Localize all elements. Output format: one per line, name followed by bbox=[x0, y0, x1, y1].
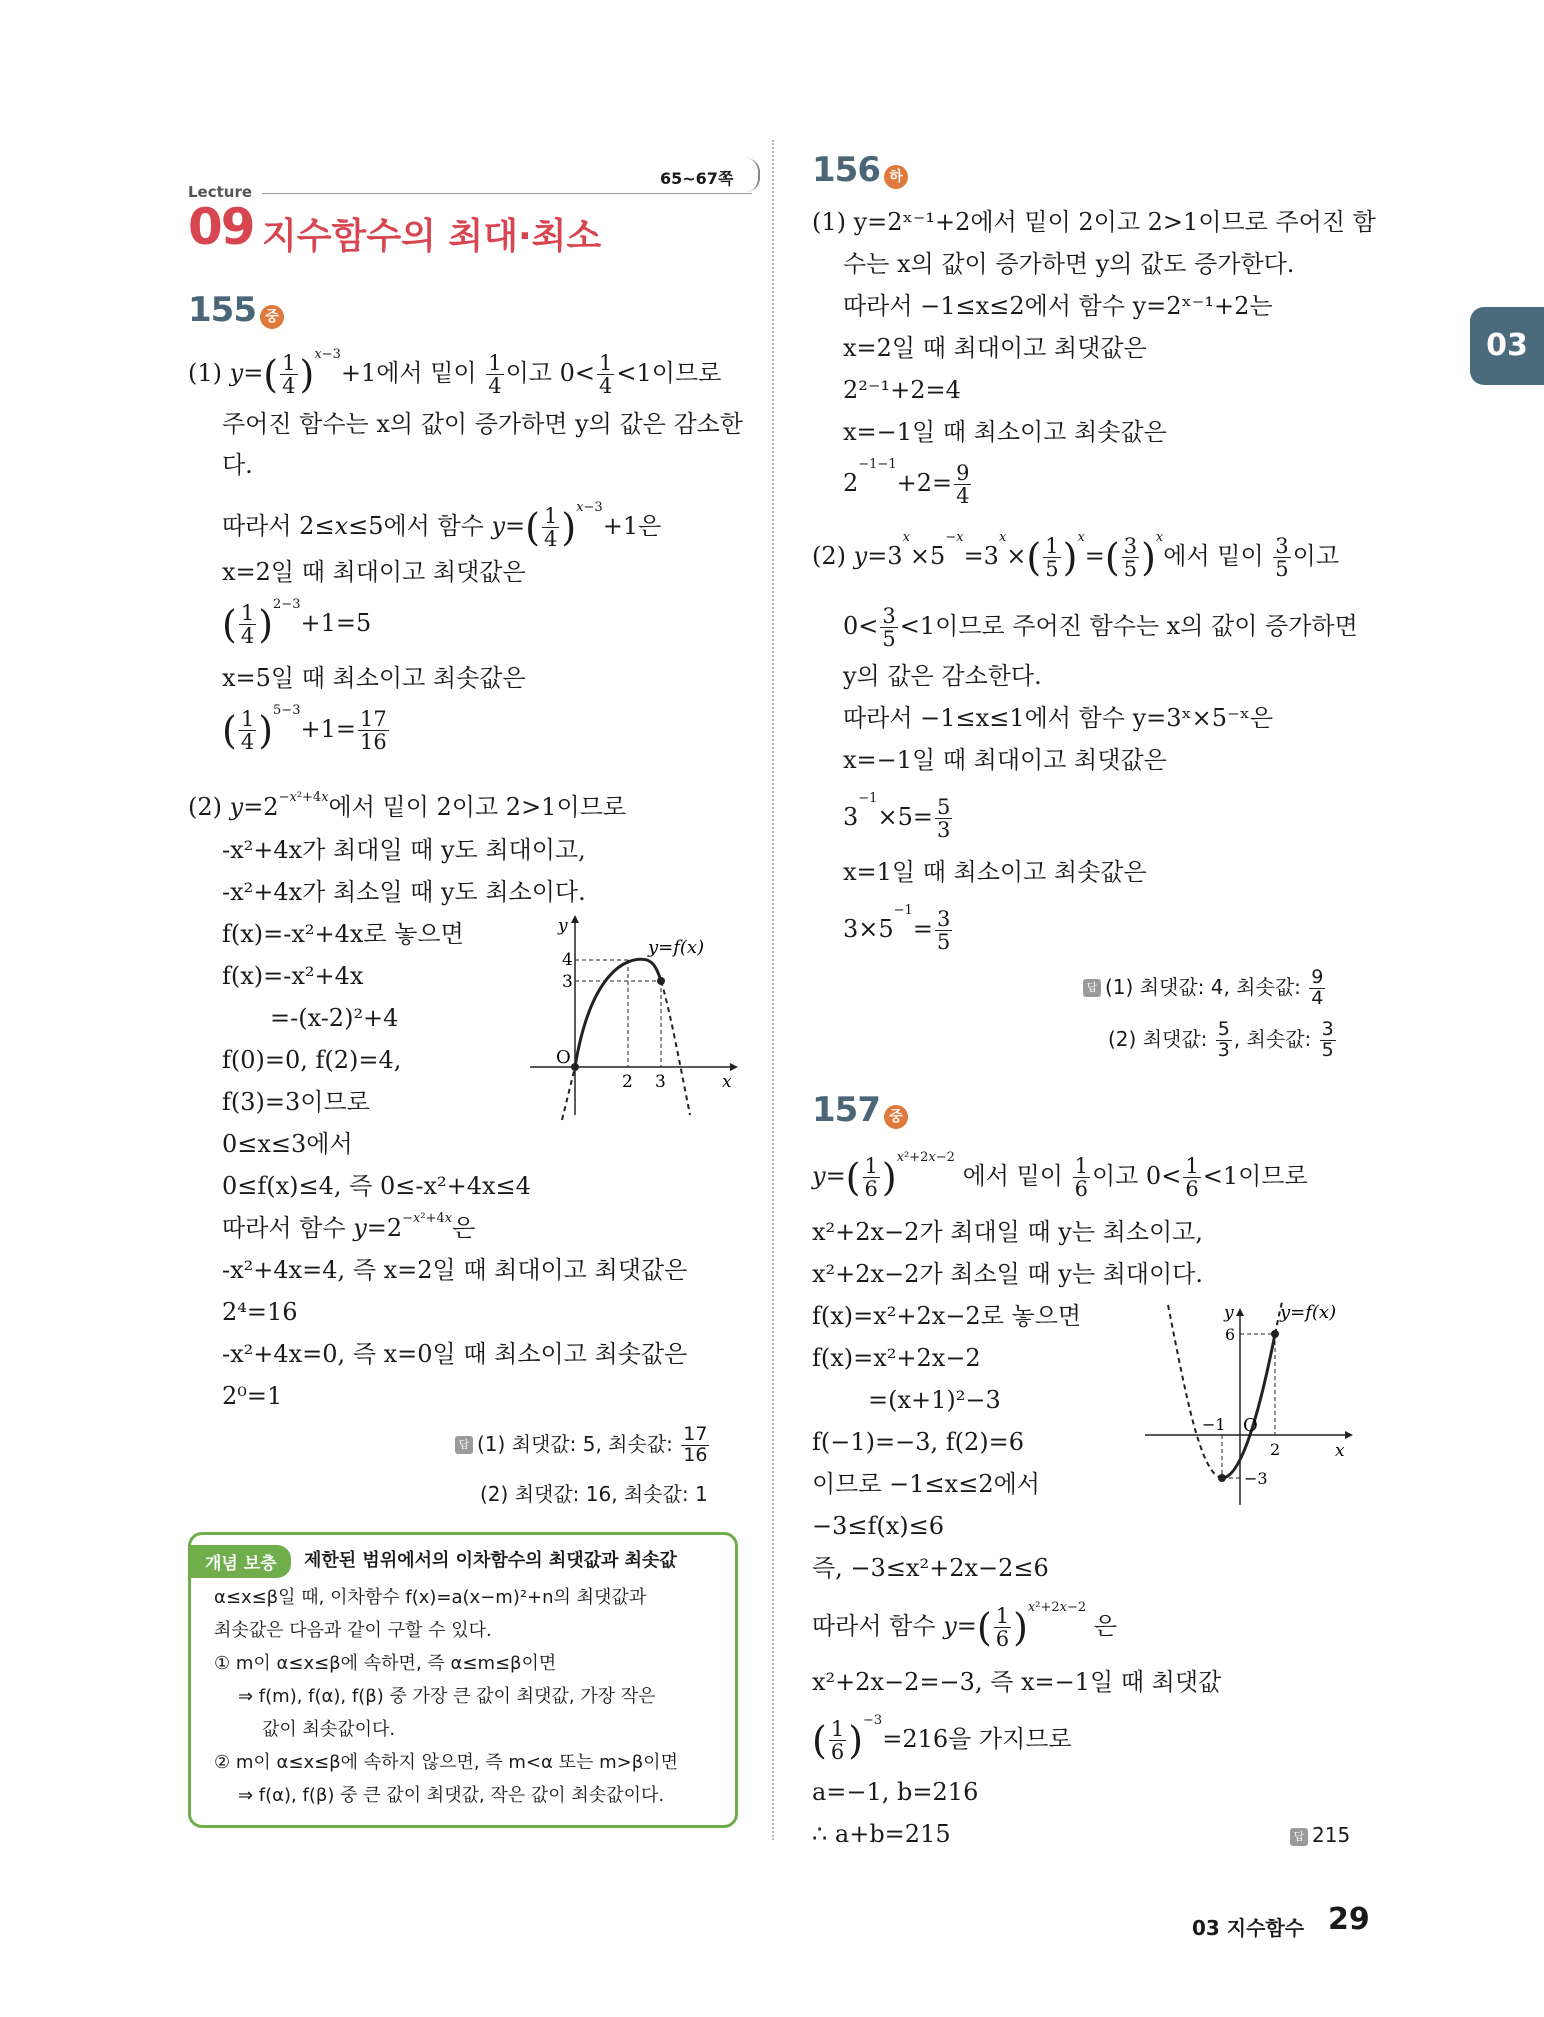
problem-155-header bbox=[188, 290, 284, 330]
p156-text: 따라서 −1≤x≤1에서 함수 y=3ˣ×5⁻ˣ은 bbox=[843, 704, 1274, 732]
concept-line: ② m이 α≤x≤β에 속하지 않으면, 즉 m<α 또는 m>β이면 bbox=[214, 1752, 678, 1773]
header-bracket bbox=[742, 158, 760, 192]
lecture-label: Lecture bbox=[188, 183, 253, 201]
tick-3: 3 bbox=[562, 972, 573, 992]
p156-line-cond: 0< $\frac{3}{5}$ <1이므로 주어진 함수는 x의 값이 증가하면 bbox=[843, 604, 1358, 652]
p155-line-func: 따라서 함수 $y=2^{-x^2+4x}$은 bbox=[222, 1211, 476, 1242]
p157-text: 이므로 −1≤x≤2에서 bbox=[812, 1470, 1040, 1498]
header-rule bbox=[262, 193, 752, 194]
concept-title: 제한된 범위에서의 이차함수의 최댓값과 최솟값 bbox=[304, 1550, 677, 1571]
problem-number: 155 bbox=[188, 290, 256, 330]
p156-text: x=1일 때 최소이고 최솟값은 bbox=[843, 858, 1147, 886]
problem-156-header bbox=[812, 150, 908, 190]
p155-text: 주어진 함수는 x의 값이 증가하면 y의 값은 감소한 bbox=[222, 410, 743, 438]
lecture-number: 09 bbox=[188, 198, 254, 256]
concept-line: 최솟값은 다음과 같이 구할 수 있다. bbox=[214, 1620, 492, 1641]
tick-neg3: −3 bbox=[1244, 1469, 1268, 1488]
p155-text: 2⁰=1 bbox=[222, 1382, 283, 1410]
p157-answer: 답 215 bbox=[1290, 1823, 1350, 1847]
difficulty-badge: 하 bbox=[884, 165, 908, 189]
tick-3x: 3 bbox=[655, 1072, 666, 1092]
p155-text: x=2일 때 최대이고 최댓값은 bbox=[222, 558, 526, 586]
p155-text: f(x)=-x²+4x bbox=[222, 962, 364, 990]
lecture-title: 지수함수의 최대·최소 bbox=[262, 216, 602, 257]
p155-text: f(x)=-x²+4x로 놓으면 bbox=[222, 920, 464, 948]
chapter-tab[interactable]: 03 bbox=[1470, 307, 1544, 385]
p156-text: x=−1일 때 최대이고 최댓값은 bbox=[843, 746, 1167, 774]
concept-line: ⇒ f(α), f(β) 중 큰 값이 최댓값, 작은 값이 최솟값이다. bbox=[238, 1785, 665, 1806]
p155-answer-1: 답 (1) 최댓값: 5, 최솟값: $\frac{17}{16}$ bbox=[455, 1425, 711, 1466]
p157-text: x²+2x−2=−3, 즉 x=−1일 때 최댓값 bbox=[812, 1668, 1222, 1696]
column-divider bbox=[772, 140, 774, 1840]
p156-max-calc: $3^{-1}\times 5=$ $\frac{5}{3}$ bbox=[843, 791, 951, 843]
p155-text: 2⁴=16 bbox=[222, 1298, 298, 1326]
p155-text: -x²+4x가 최대일 때 y도 최대이고, bbox=[222, 836, 586, 864]
p156-text: (1) y=2ˣ⁻¹+2에서 밑이 2이고 2>1이므로 주어진 함 bbox=[812, 208, 1376, 236]
y-label: y bbox=[1224, 1303, 1234, 1323]
x-label: x bbox=[1335, 1441, 1345, 1461]
p156-text: 수는 x의 값이 증가하면 y의 값도 증가한다. bbox=[843, 250, 1295, 278]
p155-text: f(3)=3이므로 bbox=[222, 1088, 370, 1116]
tick-neg1: −1 bbox=[1202, 1415, 1226, 1434]
p155-text: =-(x-2)²+4 bbox=[270, 1004, 399, 1032]
p155-line-range: 따라서 2≤x≤5에서 함수 y=( $\frac{1}{4}$ )$^{x-3}$+1은 bbox=[222, 500, 662, 552]
p156-text: x=−1일 때 최소이고 최솟값은 bbox=[843, 418, 1167, 446]
p157-text: 즉, −3≤x²+2x−2≤6 bbox=[812, 1554, 1049, 1582]
tick-2: 2 bbox=[622, 1072, 633, 1092]
p155-text: -x²+4x=0, 즉 x=0일 때 최소이고 최솟값은 bbox=[222, 1340, 688, 1368]
difficulty-badge: 중 bbox=[884, 1105, 908, 1129]
p156-text: x=2일 때 최대이고 최댓값은 bbox=[843, 334, 1147, 362]
p155-line-1: (1) y=( $\frac{1}{4}$ )$^{x-3}$+1에서 밑이 $\frac{1}{4}$ 이고 0< $\frac{1}{4}$ <1이므로 bbox=[188, 347, 722, 399]
page-range: 65~67쪽 bbox=[660, 169, 734, 188]
p156-text: 2²⁻¹+2=4 bbox=[843, 376, 961, 404]
p155-text: -x²+4x가 최소일 때 y도 최소이다. bbox=[222, 878, 586, 906]
concept-line: α≤x≤β일 때, 이차함수 f(x)=a(x−m)²+n의 최댓값과 bbox=[214, 1587, 647, 1608]
p156-min-calc-2: $3\times 5^{-1}=$ $\frac{3}{5}$ bbox=[843, 903, 951, 955]
concept-tag: 개념 보충 bbox=[191, 1545, 291, 1578]
curve-label: y=f(x) bbox=[648, 937, 705, 958]
p155-max-calc: ( $\frac{1}{4}$ )$^{2-3}$+1=5 bbox=[222, 597, 372, 649]
p155-min-calc: ( $\frac{1}{4}$ )$^{5-3}$+1= $\frac{17}{16}$ bbox=[222, 703, 387, 755]
p156-answer-2: (2) 최댓값: $\frac{5}{3}$ , 최솟값: $\frac{3}{5}$ bbox=[1108, 1018, 1334, 1061]
p157-text: x²+2x−2가 최소일 때 y는 최대이다. bbox=[812, 1260, 1203, 1288]
page-number: 29 bbox=[1328, 1902, 1370, 1937]
x-label: x bbox=[722, 1072, 732, 1092]
p156-text: 따라서 −1≤x≤2에서 함수 y=2ˣ⁻¹+2는 bbox=[843, 292, 1273, 320]
p157-line-func: 따라서 함수 y=( $\frac{1}{6}$ )$^{x^2+2x-2}$ 은 bbox=[812, 1600, 1117, 1652]
p155-text: 0≤f(x)≤4, 즉 0≤-x²+4x≤4 bbox=[222, 1172, 531, 1200]
origin-label: O bbox=[1243, 1415, 1258, 1436]
p157-line-value: ( $\frac{1}{6}$ )$^{-3}$=216을 가지므로 bbox=[812, 1713, 1072, 1765]
p156-text: y의 값은 감소한다. bbox=[843, 662, 1042, 690]
p156-line-2: (2) $y=3^x\times 5^{-x}=3^x\times$( $\frac{1}{5}$ )$^x$=( $\frac{3}{5}$ )$^x$에서 밑이 $\frac{3}{5}$ 이고 bbox=[812, 530, 1340, 582]
p155-text: 0≤x≤3에서 bbox=[222, 1130, 353, 1158]
p157-graph bbox=[1140, 1300, 1360, 1510]
p157-text: f(x)=x²+2x−2로 놓으면 bbox=[812, 1302, 1082, 1330]
p157-text: f(−1)=−3, f(2)=6 bbox=[812, 1428, 1024, 1456]
origin-label: O bbox=[556, 1047, 571, 1068]
difficulty-badge: 중 bbox=[260, 305, 284, 329]
p157-line-1: y=( $\frac{1}{6}$ )$^{x^2+2x-2}$ 에서 밑이 $\frac{1}{6}$ 이고 0< $\frac{1}{6}$ <1이므로 bbox=[812, 1150, 1308, 1202]
footer-chapter: 03 지수함수 bbox=[1192, 1916, 1305, 1940]
concept-line: 값이 최솟값이다. bbox=[262, 1719, 396, 1740]
problem-number: 156 bbox=[812, 150, 880, 190]
p157-text: =(x+1)²−3 bbox=[868, 1386, 1001, 1414]
p157-text: −3≤f(x)≤6 bbox=[812, 1512, 945, 1540]
p157-text: a=−1, b=216 bbox=[812, 1778, 979, 1806]
p157-text: x²+2x−2가 최대일 때 y는 최소이고, bbox=[812, 1218, 1203, 1246]
concept-line: ⇒ f(m), f(α), f(β) 중 가장 큰 값이 최댓값, 가장 작은 bbox=[238, 1686, 656, 1707]
p155-line-2: (2) $y=2^{-x^2+4x}$에서 밑이 2이고 2>1이므로 bbox=[188, 790, 627, 821]
p157-text: f(x)=x²+2x−2 bbox=[812, 1344, 981, 1372]
tick-4: 4 bbox=[562, 950, 573, 970]
problem-number: 157 bbox=[812, 1090, 880, 1130]
p157-text: ∴ a+b=215 bbox=[812, 1820, 951, 1848]
tick-6: 6 bbox=[1225, 1325, 1236, 1344]
tick-2: 2 bbox=[1270, 1440, 1281, 1459]
p155-text: 다. bbox=[222, 451, 253, 479]
p155-graph bbox=[530, 915, 740, 1125]
problem-157-header bbox=[812, 1090, 908, 1130]
p155-text: x=5일 때 최소이고 최솟값은 bbox=[222, 664, 526, 692]
p156-min-calc: $2^{-1-1}+2=$ $\frac{9}{4}$ bbox=[843, 457, 970, 509]
p155-text: f(0)=0, f(2)=4, bbox=[222, 1046, 402, 1074]
p155-answer-2: (2) 최댓값: 16, 최솟값: 1 bbox=[480, 1482, 708, 1506]
concept-line: ① m이 α≤x≤β에 속하면, 즉 α≤m≤β이면 bbox=[214, 1653, 557, 1674]
curve-label: y=f(x) bbox=[1280, 1302, 1337, 1323]
y-label: y bbox=[558, 916, 568, 936]
p155-text: -x²+4x=4, 즉 x=2일 때 최대이고 최댓값은 bbox=[222, 1256, 688, 1284]
p156-answer-1: 답 (1) 최댓값: 4, 최솟값: $\frac{9}{4}$ bbox=[1083, 968, 1327, 1009]
